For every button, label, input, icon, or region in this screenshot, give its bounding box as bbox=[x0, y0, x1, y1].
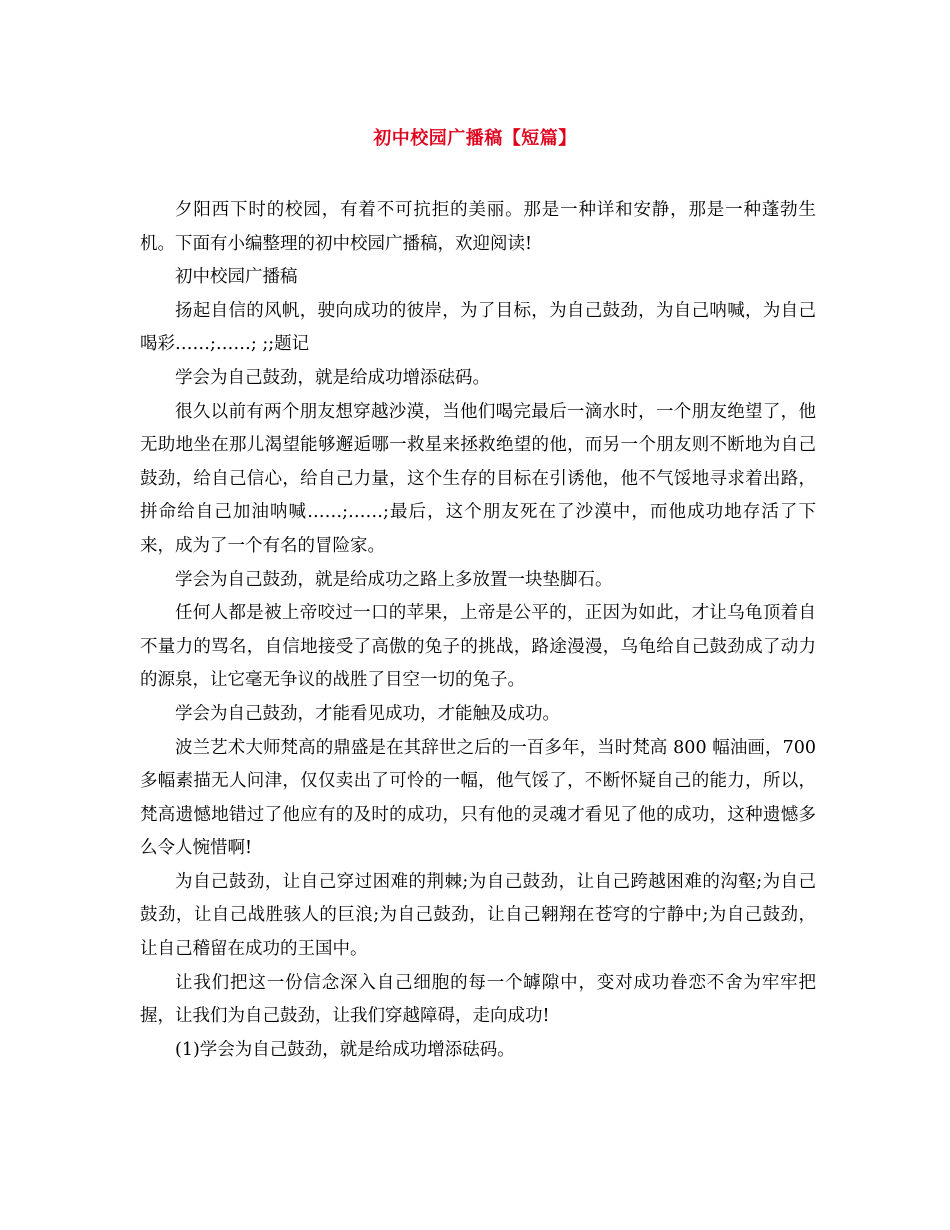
paragraph: 扬起自信的风帆，驶向成功的彼岸，为了目标，为自己鼓劲，为自己呐喊，为自己喝彩……;……; ;;题记 bbox=[140, 300, 816, 355]
paragraph: 学会为自己鼓劲，才能看见成功，才能触及成功。 bbox=[175, 703, 560, 724]
paragraph: 夕阳西下时的校园，有着不可抗拒的美丽。那是一种详和安静，那是一种蓬勃生机。下面有小编整理的初中校园广播稿，欢迎阅读! bbox=[140, 200, 816, 254]
paragraph: 为自己鼓劲，让自己穿过困难的荆棘;为自己鼓劲，让自己跨越困难的沟壑;为自己鼓劲，让自己战胜骇人的巨浪;为自己鼓劲，让自己翱翔在苍穹的宁静中;为自己鼓劲，让自己稽留在成功的王国中。 bbox=[140, 871, 816, 960]
paragraph: 让我们把这一份信念深入自己细胞的每一个罅隙中，变对成功眷恋不舍为牢牢把握，让我们为自己鼓劲，让我们穿越障碍，走向成功! bbox=[140, 972, 816, 1027]
paragraph: 任何人都是被上帝咬过一口的苹果，上帝是公平的，正因为如此，才让乌龟顶着自不量力的骂名，自信地接受了高傲的兔子的挑战，路途漫漫，乌龟给自己鼓劲成了动力的源泉，让它毫无争议的战胜了目空一切的兔子。 bbox=[140, 603, 816, 691]
paragraph: 很久以前有两个朋友想穿越沙漠，当他们喝完最后一滴水时，一个朋友绝望了，他无助地坐在那儿渴望能够邂逅哪一救星来拯救绝望的他，而另一个朋友则不断地为自己鼓劲，给自己信心，给自己力量，这个生存的目标在引诱他，他不气馁地寻求着出路，拼命给自己加油呐喊……;……;最后，这个朋友死在了沙漠中，而他成功地存活了下来，成为了一个有名的冒险家。 bbox=[140, 401, 816, 556]
document-body bbox=[140, 194, 816, 1067]
paragraph: 学会为自己鼓劲，就是给成功之路上多放置一块垫脚石。 bbox=[175, 569, 613, 590]
paragraph: (1)学会为自己鼓劲，就是给成功增添砝码。 bbox=[175, 1039, 515, 1060]
document-title: 初中校园广播稿【短篇】 bbox=[373, 128, 577, 149]
paragraph: 初中校园广播稿 bbox=[175, 267, 298, 288]
paragraph: 学会为自己鼓劲，就是给成功增添砝码。 bbox=[175, 367, 490, 388]
paragraph: 波兰艺术大师梵高的鼎盛是在其辞世之后的一百多年，当时梵高 800 幅油画，700 多幅素描无人问津，仅仅卖出了可怜的一幅，他气馁了，不断怀疑自己的能力，所以，梵高遗憾地错过了他应有的及时的成功，只有他的灵魂才看见了他的成功，这种遗憾多么令人惋惜啊! bbox=[140, 737, 816, 859]
